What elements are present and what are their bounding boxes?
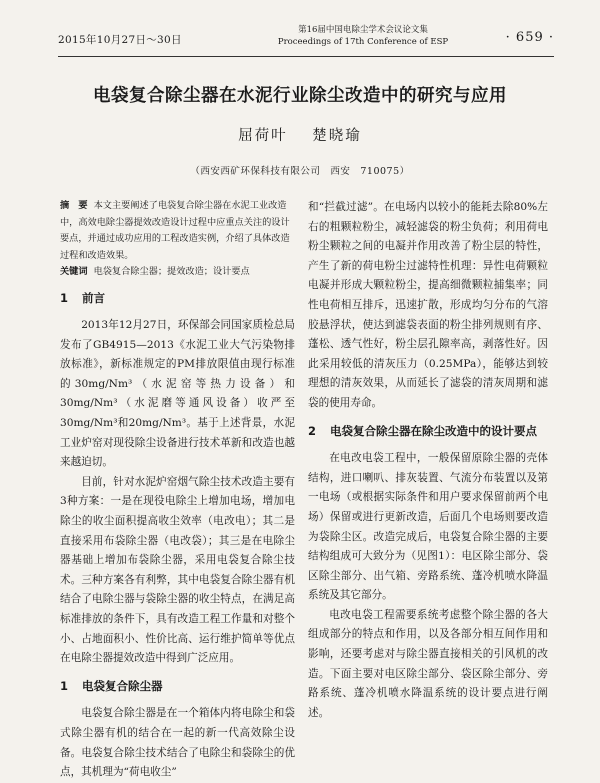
body-paragraph: 电改电袋工程需要系统考虑整个除尘器的各大组成部分的特点和作用，以及各部分相互间作用和影响，还要考虑对与除尘器直接相关的引风机的改造。下面主要对电区除尘部分、袋区除尘部分、旁路系统、蓬冷机喷水降温系统的设计要点进行阐述。	[308, 608, 548, 719]
proceedings-title	[248, 24, 478, 48]
right-column	[308, 198, 548, 723]
proceedings-title-cn: 第16届中国电除尘学术会议论文集	[298, 25, 428, 35]
section-heading	[308, 422, 548, 442]
page-number: · 659 ·	[505, 30, 554, 45]
proceedings-title-en: Proceedings of 17th Conference of ESP	[277, 37, 449, 47]
keywords-label: 关键词	[60, 266, 88, 277]
body-paragraph: 2013年12月27日，环保部会同国家质检总局发布了GB4915—2013《水泥工业大气污染物排放标准》，新标准规定的PM排放限值由现行标准的30mg/Nm³（水泥窑等热力设备）和30mg/Nm³（水泥磨等通风设备）收严至30mg/Nm³和20mg/Nm³。基于上述背景，水泥工业炉窑对现役除尘设备进行技术革新和改造也越来越迫切。	[60, 319, 295, 469]
keywords	[60, 264, 295, 281]
author-name: 屈荷叶	[238, 128, 288, 144]
section-number: 1	[60, 290, 69, 305]
left-column	[60, 198, 295, 783]
abstract-text: 本文主要阐述了电袋复合除尘器在水泥工业改造中，高效电除尘器提效改造设计过程中应重点关注的设计要点，并通过成功应用的工程改造实例，介绍了具体改造过程和改造效果。	[60, 200, 290, 261]
keywords-text: 电袋复合除尘器；提效改造；设计要点	[93, 266, 250, 277]
section-title: 电袋复合除尘器	[82, 678, 163, 693]
running-header	[58, 22, 554, 57]
section-heading	[60, 289, 295, 309]
section-title: 电袋复合除尘器在除尘改造中的设计要点	[330, 423, 537, 438]
section-heading	[60, 677, 295, 697]
section-number: 1	[60, 678, 69, 693]
abstract-label: 摘 要	[60, 200, 88, 211]
body-paragraph: 在电改电袋工程中，一般保留原除尘器的壳体结构，进口喇叭、排灰装置、气流分布装置以及第一电场（或根据实际条件和用户要求保留前两个电场）保留或进行更新改造，后面几个电场则要改造为袋除尘区。改造完成后，电袋复合除尘器的主要结构组成可大致分为（见图1）：电区除尘部分、袋区除尘部分、出气箱、旁路系统、蓬冷机喷水降温系统及其它部分。	[308, 452, 548, 602]
section-number: 2	[308, 423, 317, 438]
author-list	[0, 124, 600, 145]
body-paragraph: 和“拦截过滤”。在电场内以较小的能耗去除80%左右的粗颗粒粉尘，减轻滤袋的粉尘负荷；利用荷电粉尘颗粒之间的电凝并作用改善了粉尘层的特性，产生了新的荷电粉尘过滤特性机理：异性电荷颗粒电凝并形成大颗粒粉尘，提高细微颗粒捕集率；同性电荷相互排斥，迅速扩散，形成均匀分布的气溶胶悬浮状，使达到滤袋表面的粉尘排列规则有序、蓬松、透气性好，粉尘层孔隙率高，剥落性好。因此采用较低的清灰压力（0.25MPa），能够达到较理想的清灰效果，从而延长了滤袋的清灰周期和滤袋的使用寿命。	[308, 201, 548, 409]
conference-date: 2015年10月27日～30日	[58, 34, 182, 46]
body-paragraph: 电袋复合除尘器是在一个箱体内将电除尘和袋式除尘器有机的结合在一起的新一代高效除尘设备。电袋复合除尘技术结合了电除尘和袋除尘的优点，其机理为“荷电收尘”	[60, 707, 295, 779]
abstract	[60, 198, 295, 264]
paper-title: 电袋复合除尘器在水泥行业除尘改造中的研究与应用	[93, 86, 507, 106]
affiliation: （西安西矿环保科技有限公司 西安 710075）	[190, 166, 410, 177]
author-name: 楚晓瑜	[312, 128, 362, 144]
section-title: 前言	[82, 290, 105, 305]
body-paragraph: 目前，针对水泥炉窑烟气除尘技术改造主要有3种方案：一是在现役电除尘上增加电场，增加电除尘的收尘面积提高收尘效率（电改电）；其二是直接采用布袋除尘器（电改袋）；其三是在电除尘器基础上增加布袋除尘器，采用电袋复合除尘技术。三种方案各有利弊，其中电袋复合除尘器有机结合了电除尘器与袋除尘器的收尘特点，在满足高标准排放的条件下，具有改造工程工作量和对整个小、占地面积小、性价比高、运行维护简单等优点在电除尘器提效改造中得到广泛应用。	[60, 475, 295, 665]
